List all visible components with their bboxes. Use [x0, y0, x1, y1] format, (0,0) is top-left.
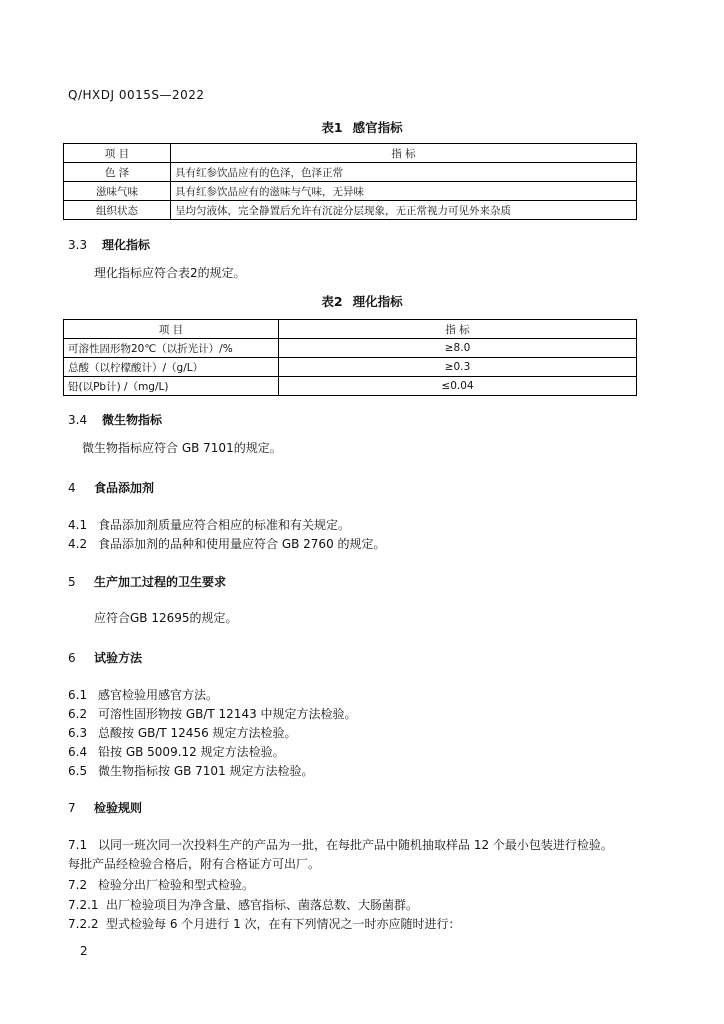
table-row [64, 358, 637, 377]
table1-caption [0, 118, 724, 136]
item-text: 食品添加剂的品种和使用量应符合 GB 2760 的规定。 [98, 537, 386, 551]
section-title: 食品添加剂 [94, 481, 155, 495]
item-number: 6.5 [68, 764, 88, 778]
paragraph-7-2-2 [68, 915, 461, 932]
table1-sensory [63, 143, 637, 220]
item-number: 7.2 [68, 878, 88, 892]
table1-header-item: 项 目 [64, 144, 171, 163]
section-6-heading [68, 649, 142, 666]
section-title: 检验规则 [94, 801, 143, 815]
table1-title: 感官指标 [352, 120, 403, 135]
item-text: 总酸按 GB/T 12456 规定方法检验。 [98, 726, 297, 740]
section-title: 试验方法 [94, 651, 143, 665]
list-item [68, 724, 297, 741]
paragraph-7-1 [68, 836, 613, 853]
table2-physicochemical [63, 319, 637, 396]
table-row [64, 182, 637, 201]
item-text: 感官检验用感官方法。 [98, 688, 219, 702]
table-cell: 色 泽 [64, 163, 171, 182]
table-cell: 可溶性固形物20℃（以折光计）/% [64, 339, 279, 358]
item-text: 铅按 GB 5009.12 规定方法检验。 [98, 745, 285, 759]
section-3-3-text: 理化指标应符合表2的规定。 [94, 266, 246, 280]
section-5-text: 应符合GB 12695的规定。 [94, 611, 238, 625]
item-text: 微生物指标按 GB 7101 规定方法检验。 [98, 764, 314, 778]
table-row [64, 201, 637, 220]
table-cell: 铅(以Pb计) /（mg/L) [64, 377, 279, 396]
list-item [68, 516, 350, 533]
section-title: 理化指标 [102, 238, 151, 252]
item-number: 4.1 [68, 518, 88, 532]
item-number: 6.1 [68, 688, 88, 702]
table-header-row [64, 144, 637, 163]
table-row [64, 377, 637, 396]
section-3-4-text: 微生物指标应符合 GB 7101的规定。 [82, 441, 282, 455]
list-item [68, 705, 357, 722]
standard-code: Q/HXDJ 0015S—2022 [68, 88, 205, 102]
section-3-4-heading [68, 411, 162, 428]
section-3-3-heading [68, 236, 150, 253]
section-number: 3.3 [68, 238, 88, 252]
table-header-row [64, 320, 637, 339]
paragraph-7-1-continued: 每批产品经检验合格后，附有合格证方可出厂。 [68, 857, 321, 871]
item-text: 出厂检验项目为净含量、感官指标、菌落总数、大肠菌群。 [106, 898, 419, 912]
table-cell: ≤0.04 [279, 377, 637, 396]
item-number: 7.1 [68, 838, 88, 852]
table-cell: ≥8.0 [279, 339, 637, 358]
section-number: 4 [68, 481, 76, 495]
paragraph-7-2 [68, 876, 254, 893]
table-cell: 呈均匀液体，完全静置后允许有沉淀分层现象，无正常视力可见外来杂质 [171, 201, 637, 220]
item-number: 6.2 [68, 707, 88, 721]
table-row [64, 163, 637, 182]
item-text: 检验分出厂检验和型式检验。 [98, 878, 255, 892]
table2-number: 表2 [321, 294, 343, 309]
table1-number: 表1 [321, 120, 343, 135]
table2-header-item: 项 目 [64, 320, 279, 339]
table2-caption [0, 292, 724, 310]
table-row [64, 339, 637, 358]
section-title: 微生物指标 [102, 413, 163, 427]
item-text: 可溶性固形物按 GB/T 12143 中规定方法检验。 [98, 707, 357, 721]
table-cell: 具有红参饮品应有的色泽，色泽正常 [171, 163, 637, 182]
section-number: 3.4 [68, 413, 88, 427]
table-cell: ≥0.3 [279, 358, 637, 377]
list-item [68, 762, 314, 779]
item-number: 6.3 [68, 726, 88, 740]
item-text: 食品添加剂质量应符合相应的标准和有关规定。 [98, 518, 351, 532]
section-4-heading [68, 479, 154, 496]
table1-header-indicator: 指 标 [171, 144, 637, 163]
section-number: 7 [68, 801, 76, 815]
table-cell: 总酸（以柠檬酸计）/（g/L） [64, 358, 279, 377]
section-7-heading [68, 799, 142, 816]
item-number: 6.4 [68, 745, 88, 759]
table2-header-indicator: 指 标 [279, 320, 637, 339]
table2-title: 理化指标 [352, 294, 403, 309]
item-number: 4.2 [68, 537, 88, 551]
item-text: 型式检验每 6 个月进行 1 次，在有下列情况之一时亦应随时进行： [106, 917, 461, 931]
table-cell: 具有红参饮品应有的滋味与气味，无异味 [171, 182, 637, 201]
page-number: 2 [80, 944, 88, 958]
section-number: 6 [68, 651, 76, 665]
item-number: 7.2.1 [68, 898, 99, 912]
section-number: 5 [68, 575, 76, 589]
list-item [68, 686, 218, 703]
table-cell: 组织状态 [64, 201, 171, 220]
item-number: 7.2.2 [68, 917, 99, 931]
list-item [68, 535, 386, 552]
section-title: 生产加工过程的卫生要求 [94, 575, 227, 589]
paragraph-7-2-1 [68, 896, 418, 913]
item-text: 以同一班次同一次投料生产的产品为一批，在每批产品中随机抽取样品 12 个最小包装进行检验。 [98, 838, 613, 852]
list-item [68, 743, 285, 760]
section-5-heading [68, 573, 226, 590]
table-cell: 滋味气味 [64, 182, 171, 201]
